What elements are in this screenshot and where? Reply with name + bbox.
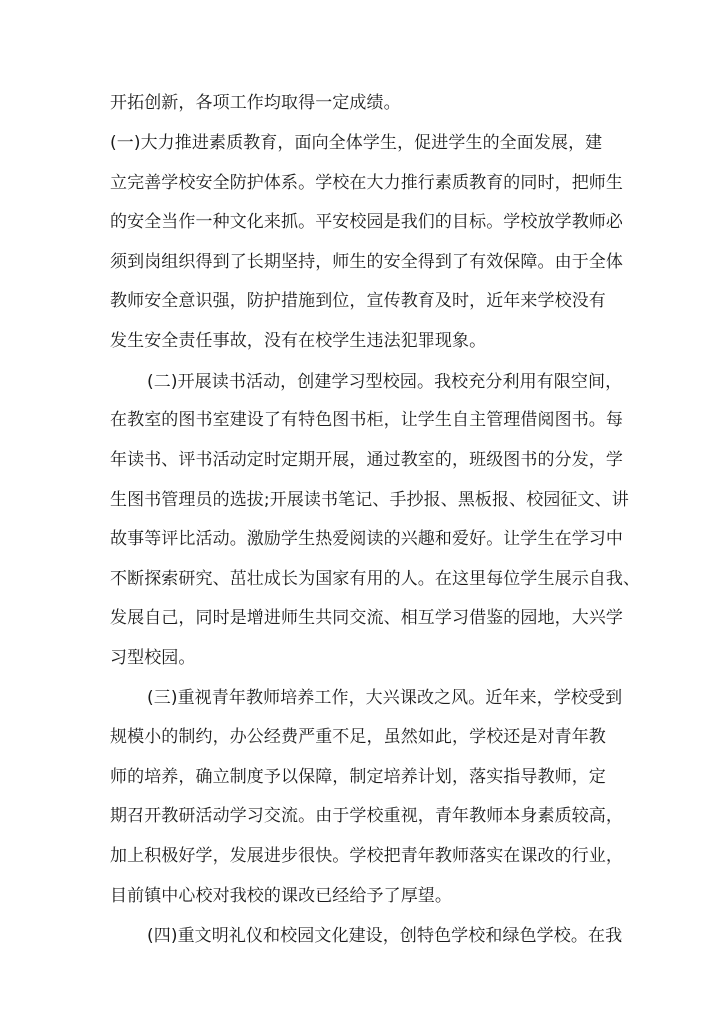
text-line: 故事等评比活动。激励学生热爱阅读的兴趣和爱好。让学生在学习中 (110, 529, 623, 549)
text-line: 教师安全意识强，防护措施到位，宣传教育及时，近年来学校没有 (110, 291, 606, 311)
text-line: 目前镇中心校对我校的课改已经给予了厚望。 (110, 886, 452, 906)
text-line: 规模小的制约，办公经费严重不足，虽然如此，学校还是对青年教 (110, 727, 606, 747)
text-line: 在教室的图书室建设了有特色图书柜，让学生自主管理借阅图书。每 (110, 410, 623, 430)
text-line: 生图书管理员的选拔;开展读书笔记、手抄报、黑板报、校园征文、讲 (110, 490, 629, 510)
text-line: 发生安全责任事故，没有在校学生违法犯罪现象。 (110, 331, 487, 351)
text-line: 的安全当作一种文化来抓。平安校园是我们的目标。学校放学教师必 (110, 212, 623, 232)
text-line: (四)重文明礼仪和校园文化建设，创特色学校和绿色学校。在我 (147, 926, 623, 946)
text-line: 习型校园。 (110, 648, 196, 668)
text-line: (二)开展读书活动，创建学习型校园。我校充分利用有限空间， (147, 372, 623, 392)
text-line: 开拓创新，各项工作均取得一定成绩。 (110, 93, 401, 113)
text-line: (三)重视青年教师培养工作，大兴课改之风。近年来，学校受到 (147, 688, 623, 708)
text-line: 加上积极好学，发展进步很快。学校把青年教师落实在课改的行业， (110, 846, 623, 866)
text-line: 立完善学校安全防护体系。学校在大力推行素质教育的同时，把师生 (110, 173, 623, 193)
text-line: 年读书、评书活动定时定期开展，通过教室的，班级图书的分发，学 (110, 450, 623, 470)
text-line: 发展自己，同时是增进师生共同交流、相互学习借鉴的园地，大兴学 (110, 608, 623, 628)
text-line: 期召开教研活动学习交流。由于学校重视，青年教师本身素质较高， (110, 806, 623, 826)
text-line: 不断探索研究、茁壮成长为国家有用的人。在这里每位学生展示自我、 (110, 569, 641, 589)
text-line: 须到岗组织得到了长期坚持，师生的安全得到了有效保障。由于全体 (110, 252, 623, 272)
text-line: 师的培养，确立制度予以保障，制定培养计划，落实指导教师，定 (110, 767, 606, 787)
text-line: (一)大力推进素质教育，面向全体学生，促进学生的全面发展，建 (110, 133, 603, 153)
